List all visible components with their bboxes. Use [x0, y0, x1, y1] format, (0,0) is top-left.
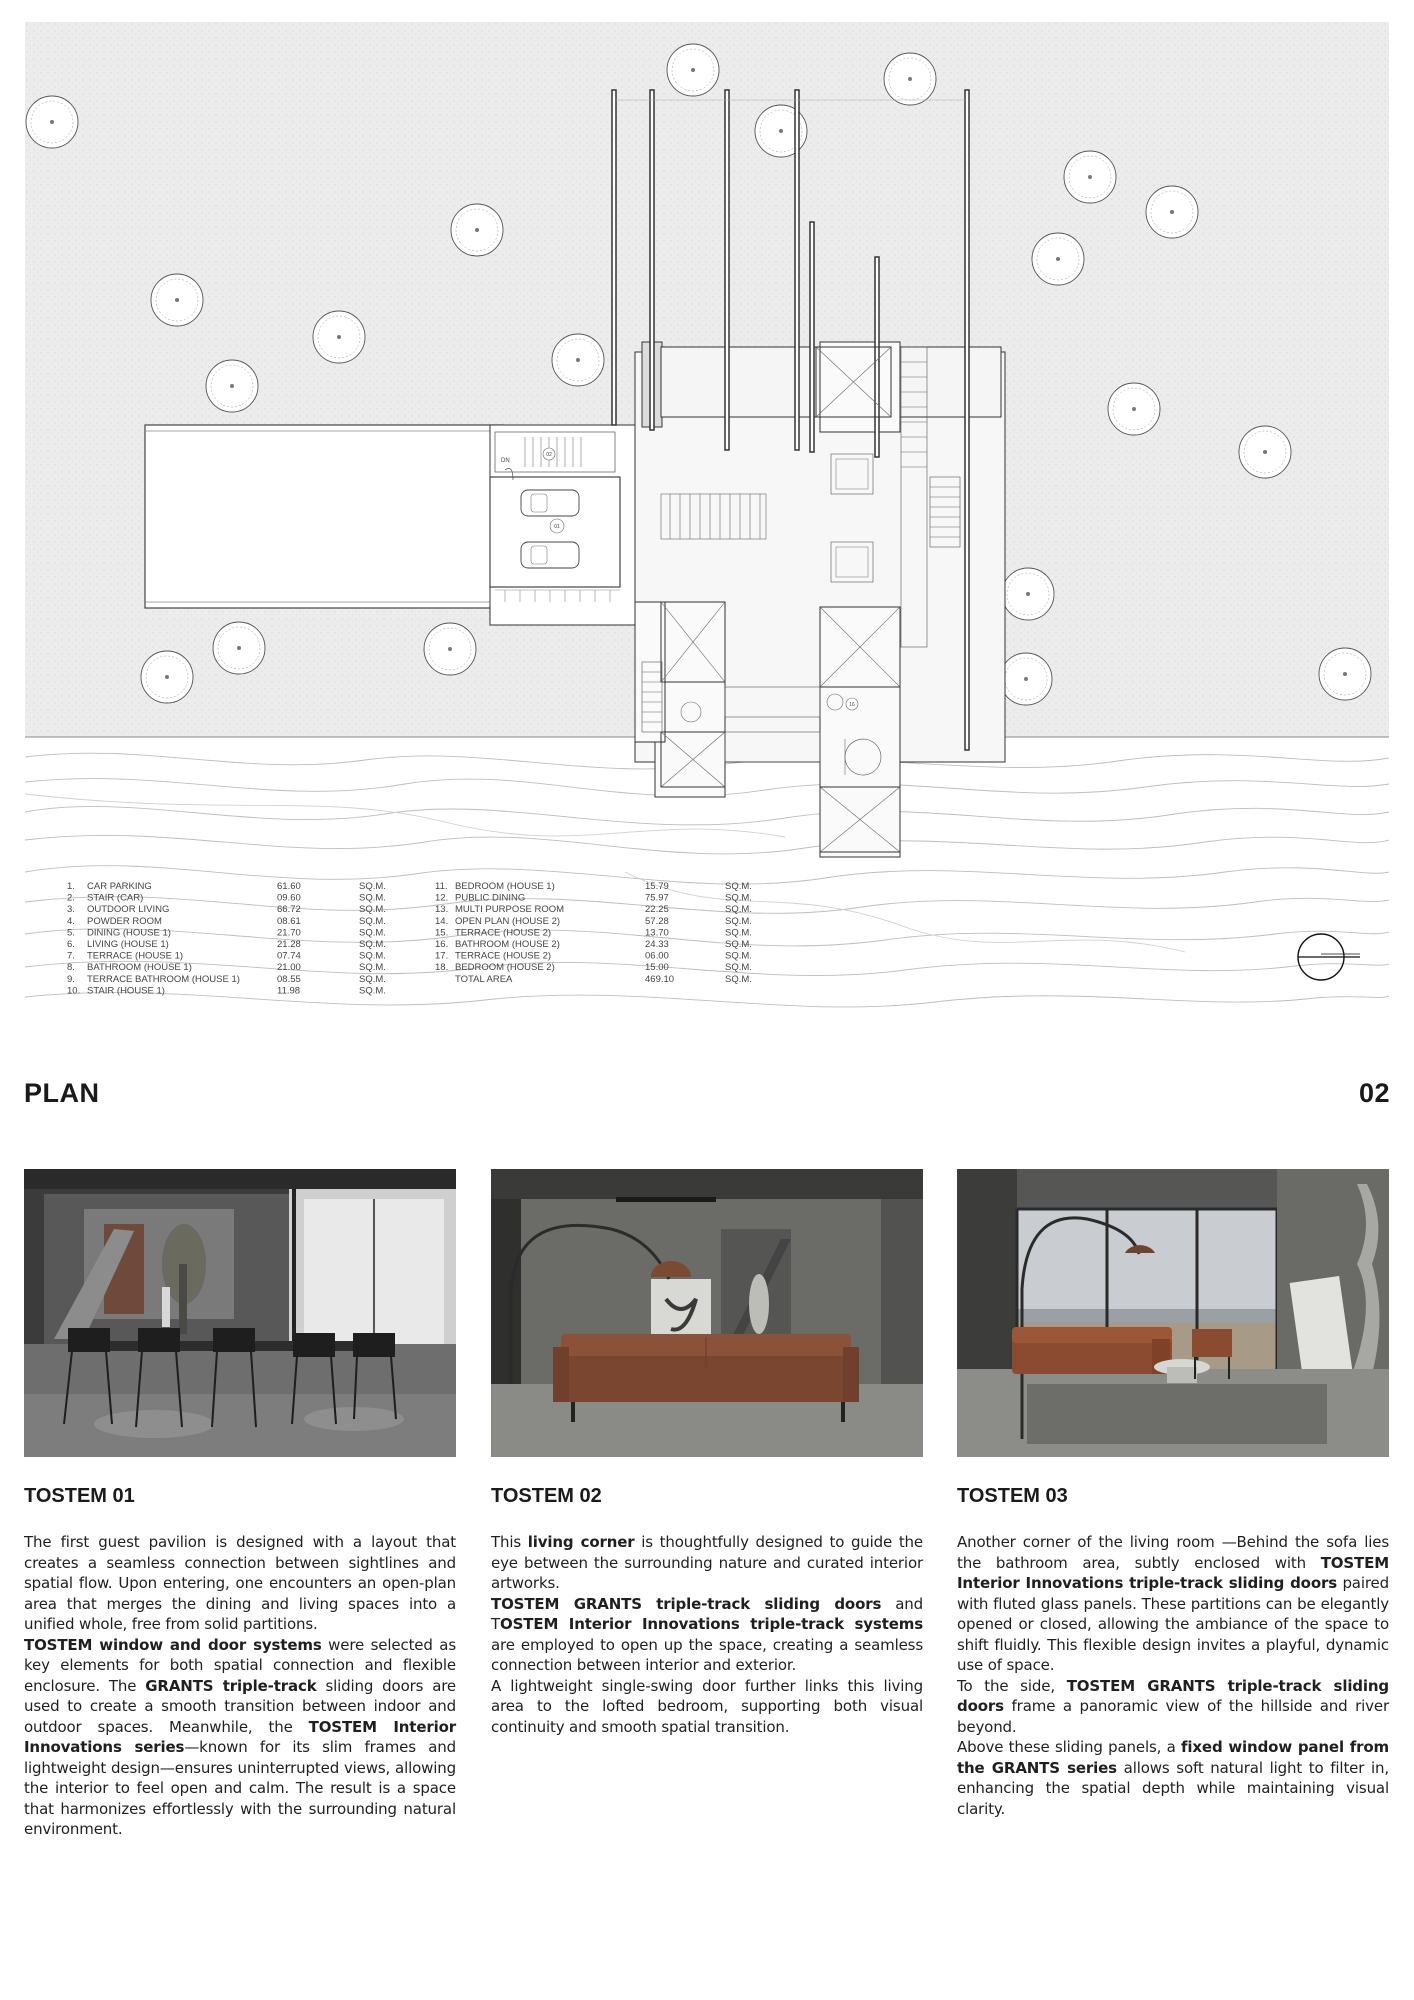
- schedule-name: MULTI PURPOSE ROOM: [455, 904, 565, 916]
- card-title-tostem-03: TOSTEM 03: [957, 1485, 1068, 1507]
- schedule-unit: SQ.M.: [725, 892, 752, 904]
- schedule-row: [67, 962, 386, 973]
- schedule-no: 13.: [435, 904, 449, 916]
- schedule-row: [67, 893, 386, 904]
- schedule-name: TERRACE (HOUSE 1): [87, 950, 184, 962]
- schedule-unit: SQ.M.: [359, 950, 386, 962]
- schedule-no: 4.: [67, 915, 75, 927]
- paragraph: TOSTEM window and door systems were selected as key elements for both spatial connection and flexible enclosure. The GRANTS triple-track sliding doors are used to create a smooth transition between indoor and outdoor spaces. Meanwhile, the TOSTEM Interior Innovations series—known for its slim frames and lightweight design—ensures uninterrupted views, allowing the interior to feel open and calm. The result is a space that harmonizes effortlessly with the surrounding natural environment.: [24, 1635, 457, 1838]
- schedule-row: [67, 985, 386, 996]
- render-living-corner-image: [491, 1169, 923, 1457]
- paragraph: TOSTEM GRANTS triple-track sliding doors and TOSTEM Interior Innovations triple-track systems are employed to open up the space, creating a seamless connection between interior and exterior.: [491, 1594, 924, 1674]
- schedule-row: [435, 893, 752, 904]
- garage: [490, 432, 620, 602]
- schedule-name: DINING (HOUSE 1): [87, 927, 171, 939]
- paragraph: This living corner is thoughtfully designed to guide the eye between the surrounding nature and curated interior artworks.: [491, 1533, 923, 1592]
- schedule-area: 75.97: [645, 892, 669, 904]
- schedule-area: 21.28: [277, 939, 301, 950]
- schedule-row: [455, 974, 752, 985]
- schedule-unit: SQ.M.: [359, 881, 386, 892]
- schedule-row: [435, 916, 752, 927]
- schedule-area: 21.70: [277, 927, 301, 939]
- section-title: PLAN: [24, 1078, 100, 1108]
- paragraph: The first guest pavilion is designed with a layout that creates a seamless connection between sightlines and spatial flow. Upon entering, one encounters an open-plan area that merges the dining and living spaces into a unified whole, free from solid partitions.: [24, 1533, 456, 1633]
- schedule-area: 06.00: [645, 950, 669, 962]
- schedule-no: 12.: [435, 892, 449, 904]
- schedule-name: BATHROOM (HOUSE 2): [455, 939, 560, 950]
- schedule-area: 15.00: [645, 962, 669, 974]
- schedule-area: 11.98: [277, 985, 301, 997]
- schedule-no: 15.: [435, 927, 449, 939]
- schedule-area: 09.60: [277, 892, 301, 904]
- schedule-unit: SQ.M.: [725, 962, 752, 974]
- schedule-unit: SQ.M.: [359, 904, 386, 916]
- schedule-unit: SQ.M.: [725, 881, 752, 892]
- schedule-row: [435, 939, 752, 950]
- schedule-name: STAIR (HOUSE 1): [87, 985, 165, 997]
- schedule-unit: SQ.M.: [359, 973, 386, 985]
- paragraph: A lightweight single-swing door further links this living area to the lofted bedroom, supporting both visual continuity and smooth spatial transition.: [491, 1676, 923, 1736]
- card-body-tostem-03: [957, 1532, 1389, 1819]
- schedule-no: 11.: [435, 881, 448, 892]
- schedule-area: 57.28: [645, 915, 669, 927]
- schedule-unit: SQ.M.: [359, 939, 386, 950]
- card-title-tostem-02: TOSTEM 02: [491, 1485, 602, 1507]
- room-number-02: 02: [546, 452, 552, 458]
- schedule-no: 16.: [435, 939, 449, 950]
- card-body-tostem-01: [24, 1532, 456, 1840]
- schedule-name: POWDER ROOM: [87, 915, 162, 927]
- schedule-unit: SQ.M.: [359, 892, 386, 904]
- schedule-name: LIVING (HOUSE 1): [87, 939, 169, 950]
- schedule-area: 61.60: [277, 881, 301, 892]
- schedule-name: STAIR (CAR): [87, 892, 144, 904]
- stair-dn-label: DN: [501, 458, 510, 464]
- schedule-unit: SQ.M.: [359, 915, 386, 927]
- schedule-unit: SQ.M.: [359, 985, 386, 997]
- schedule-no: 1.: [67, 881, 75, 892]
- schedule-name: TERRACE (HOUSE 2): [455, 950, 552, 962]
- page-number: 02: [1358, 1078, 1390, 1108]
- schedule-name: OPEN PLAN (HOUSE 2): [455, 915, 561, 927]
- paragraph: Above these sliding panels, a fixed window panel from the GRANTS series allows soft natural light to filter in, enhancing the spatial depth while maintaining visual clarity.: [957, 1738, 1390, 1818]
- schedule-area: 13.70: [645, 927, 669, 939]
- schedule-row: [67, 927, 386, 938]
- schedule-no: 9.: [67, 973, 75, 985]
- schedule-no: 3.: [67, 904, 75, 916]
- schedule-row: [435, 881, 752, 892]
- schedule-no: 8.: [67, 962, 75, 974]
- schedule-row: [67, 951, 386, 962]
- card-body-tostem-02: [491, 1532, 923, 1737]
- schedule-name: BEDROOM (HOUSE 2): [455, 962, 555, 974]
- schedule-no: 18.: [435, 962, 449, 974]
- schedule-name: BATHROOM (HOUSE 1): [87, 962, 192, 974]
- floor-plan-svg: [25, 22, 1389, 1022]
- schedule-area: 08.61: [277, 915, 301, 927]
- schedule-name: PUBLIC DINING: [455, 892, 526, 904]
- schedule-no: 10.: [67, 985, 81, 997]
- schedule-row: [67, 974, 386, 985]
- schedule-name: TOTAL AREA: [455, 973, 513, 985]
- schedule-unit: SQ.M.: [725, 950, 752, 962]
- schedule-row: [67, 881, 386, 892]
- schedule-no: 5.: [67, 927, 75, 939]
- schedule-area: 21.00: [277, 962, 301, 974]
- schedule-no: 6.: [67, 939, 75, 950]
- paragraph: To the side, TOSTEM GRANTS triple-track sliding doors frame a panoramic view of the hillside and river beyond.: [957, 1676, 1390, 1736]
- schedule-area: 07.74: [277, 950, 301, 962]
- schedule-unit: SQ.M.: [359, 927, 386, 939]
- schedule-area: 469.10: [645, 973, 675, 985]
- schedule-area: 66.72: [277, 904, 301, 916]
- schedule-unit: SQ.M.: [725, 915, 752, 927]
- schedule-name: OUTDOOR LIVING: [87, 904, 170, 916]
- schedule-unit: SQ.M.: [725, 939, 752, 950]
- floor-plan-drawing: [25, 22, 1389, 1022]
- schedule-area: 15.79: [645, 881, 669, 892]
- render-dining-image: [24, 1169, 456, 1457]
- schedule-no: 14.: [435, 915, 449, 927]
- room-number-01: 01: [554, 524, 560, 530]
- schedule-name: BEDROOM (HOUSE 1): [455, 881, 555, 892]
- schedule-row: [435, 962, 752, 973]
- schedule-row: [435, 927, 752, 938]
- schedule-unit: SQ.M.: [359, 962, 386, 974]
- schedule-unit: SQ.M.: [725, 904, 752, 916]
- schedule-no: 17.: [435, 950, 449, 962]
- schedule-name: TERRACE (HOUSE 2): [455, 927, 552, 939]
- schedule-unit: SQ.M.: [725, 973, 752, 985]
- schedule-row: [67, 916, 386, 927]
- schedule-unit: SQ.M.: [725, 927, 752, 939]
- schedule-area: 24.33: [645, 939, 669, 950]
- card-title-tostem-01: TOSTEM 01: [24, 1485, 135, 1507]
- schedule-row: [67, 939, 386, 950]
- schedule-name: TERRACE BATHROOM (HOUSE 1): [87, 973, 240, 985]
- schedule-no: 2.: [67, 892, 75, 904]
- room-number-16: 16: [849, 702, 855, 708]
- schedule-area: 22.25: [645, 904, 669, 916]
- schedule-name: CAR PARKING: [87, 881, 152, 892]
- paragraph: Another corner of the living room —Behind the sofa lies the bathroom area, subtly enclosed with TOSTEM Interior Innovations triple-track sliding doors paired with fluted glass panels. These partitions can be elegantly opened or closed, allowing the ambiance of the space to shift fluidly. This flexible design invites a playful, dynamic use of space.: [957, 1533, 1390, 1674]
- driveway: [145, 425, 503, 608]
- schedule-area: 08.55: [277, 973, 301, 985]
- render-living-view-image: [957, 1169, 1389, 1457]
- schedule-no: 7.: [67, 950, 75, 962]
- north-arrow-icon: [1298, 934, 1360, 980]
- schedule-row: [435, 951, 752, 962]
- schedule-row: [435, 904, 752, 915]
